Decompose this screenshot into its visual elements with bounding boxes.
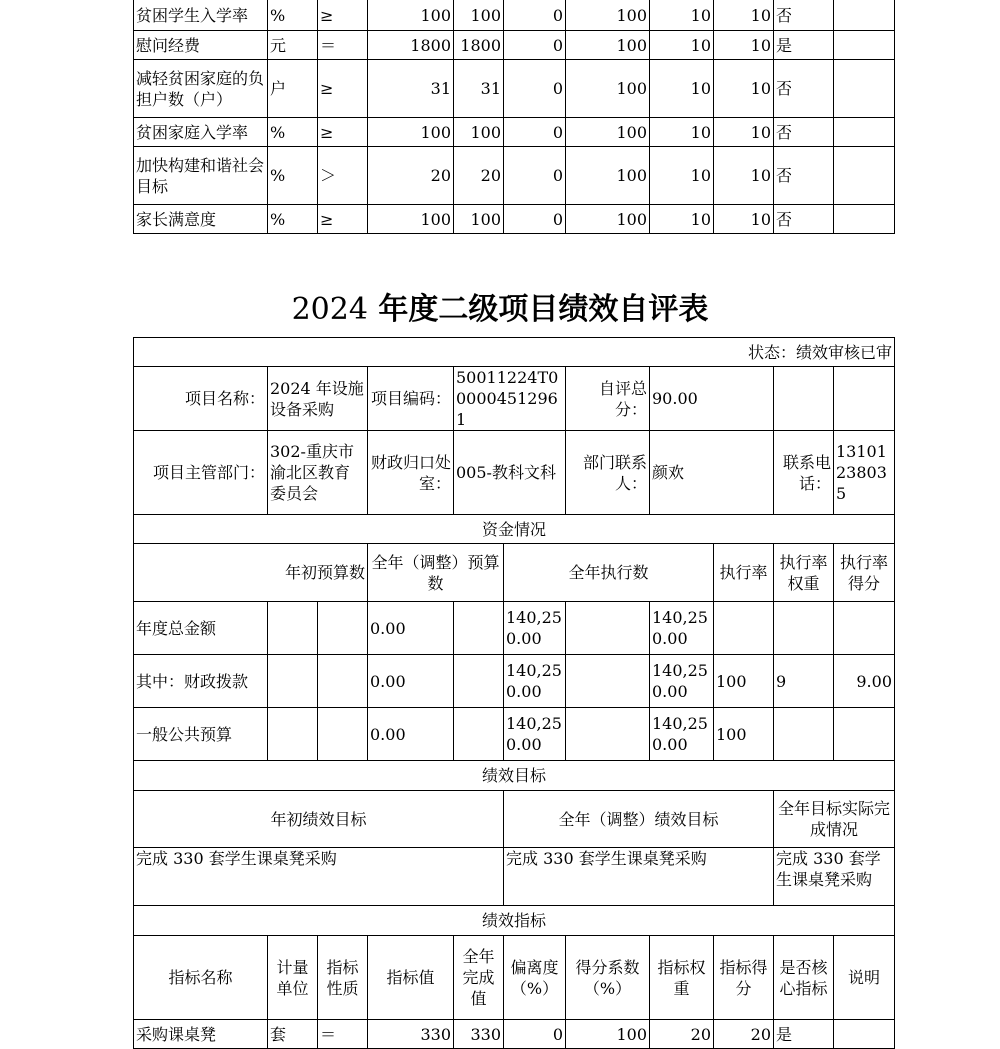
goals-header-initial: 年初绩效目标	[134, 791, 504, 848]
indicator-done: 1800	[454, 31, 504, 60]
indicator-unit: %	[268, 118, 318, 147]
indicator-core: 否	[774, 0, 834, 31]
indicator-note	[834, 1020, 895, 1049]
indicator-weight: 10	[650, 147, 714, 205]
indicator-score: 10	[714, 118, 774, 147]
goals-section-header: 绩效目标	[134, 761, 895, 791]
indicator-value: 100	[368, 205, 454, 234]
indicator-nature: ＞	[318, 147, 368, 205]
indicator-name: 贫困家庭入学率	[134, 118, 268, 147]
table-row	[134, 31, 895, 60]
indicator-value: 100	[368, 118, 454, 147]
indicator-core: 是	[774, 1020, 834, 1049]
indicator-coef: 100	[566, 1020, 650, 1049]
indicator-name: 加快构建和谐社会目标	[134, 147, 268, 205]
indicator-nature: ≥	[318, 60, 368, 118]
funds-initial: 0.00	[368, 655, 454, 708]
funds-adjusted: 140,250.00	[504, 655, 566, 708]
funds-header-rate: 执行率	[714, 544, 774, 602]
funds-header-executed: 全年执行数	[504, 544, 714, 602]
funds-row-label: 其中：财政拨款	[134, 655, 268, 708]
indicator-core: 否	[774, 205, 834, 234]
funds-rate: 100	[714, 655, 774, 708]
office-label: 财政归口处室：	[368, 431, 454, 515]
funds-empty-cell	[454, 655, 504, 708]
indicator-note	[834, 205, 895, 234]
funds-executed: 140,250.00	[650, 655, 714, 708]
funds-empty-cell	[268, 655, 318, 708]
indicator-weight: 10	[650, 60, 714, 118]
funds-executed: 140,250.00	[650, 708, 714, 761]
table-row	[134, 205, 895, 234]
contact-label: 部门联系人：	[566, 431, 650, 515]
indicator-score: 10	[714, 205, 774, 234]
indicator-unit: %	[268, 147, 318, 205]
funds-rate: 100	[714, 708, 774, 761]
goals-actual-text: 完成 330 套学生课桌凳采购	[774, 848, 895, 906]
funds-rate-weight: 9	[774, 655, 834, 708]
funds-row	[134, 708, 895, 761]
funds-header-rate-score: 执行率得分	[834, 544, 895, 602]
ind-header-name: 指标名称	[134, 936, 268, 1020]
goals-initial-text: 完成 330 套学生课桌凳采购	[134, 848, 504, 906]
indicator-weight: 10	[650, 31, 714, 60]
funds-header-adjusted: 全年（调整）预算数	[368, 544, 504, 602]
indicator-value: 20	[368, 147, 454, 205]
indicator-name: 减轻贫困家庭的负担户数（户）	[134, 60, 268, 118]
indicator-done: 330	[454, 1020, 504, 1049]
funds-empty-cell	[454, 602, 504, 655]
ind-header-unit: 计量单位	[268, 936, 318, 1020]
indicator-done: 100	[454, 0, 504, 31]
contact-value: 颜欢	[650, 431, 774, 515]
indicator-coef: 100	[566, 147, 650, 205]
funds-initial: 0.00	[368, 602, 454, 655]
indicator-coef: 100	[566, 60, 650, 118]
indicator-core: 否	[774, 147, 834, 205]
indicator-nature: ≥	[318, 118, 368, 147]
page-title: 2024 年度二级项目绩效自评表	[291, 292, 709, 327]
project-code: 50011224T000004512961	[454, 367, 566, 431]
ind-header-value: 指标值	[368, 936, 454, 1020]
indicator-coef: 100	[566, 0, 650, 31]
ind-header-done: 全年完成值	[454, 936, 504, 1020]
indicator-name: 贫困学生入学率	[134, 0, 268, 31]
indicator-note	[834, 147, 895, 205]
indicator-nature: ＝	[318, 1020, 368, 1049]
indicator-core: 否	[774, 118, 834, 147]
funds-row-label: 年度总金额	[134, 602, 268, 655]
indicator-name: 家长满意度	[134, 205, 268, 234]
table-row	[134, 118, 895, 147]
project-code-label: 项目编码：	[368, 367, 454, 431]
indicator-unit: %	[268, 205, 318, 234]
indicator-nature: ≥	[318, 205, 368, 234]
indicator-value: 31	[368, 60, 454, 118]
indicator-done: 100	[454, 205, 504, 234]
indicator-deviation: 0	[504, 60, 566, 118]
funds-initial: 0.00	[368, 708, 454, 761]
indicator-weight: 10	[650, 205, 714, 234]
office-value: 005-教科文科	[454, 431, 566, 515]
indicator-weight: 10	[650, 118, 714, 147]
funds-empty-cell	[454, 708, 504, 761]
indicator-value: 330	[368, 1020, 454, 1049]
table-row	[134, 0, 895, 31]
indicator-name: 慰问经费	[134, 31, 268, 60]
funds-empty-cell	[318, 655, 368, 708]
phone-label: 联系电话：	[774, 431, 834, 515]
ind-header-core: 是否核心指标	[774, 936, 834, 1020]
funds-header-rate-weight: 执行率权重	[774, 544, 834, 602]
indicator-unit: 套	[268, 1020, 318, 1049]
funds-rate	[714, 602, 774, 655]
indicator-deviation: 0	[504, 0, 566, 31]
table-row	[134, 147, 895, 205]
indicator-coef: 100	[566, 205, 650, 234]
goals-header-adjusted: 全年（调整）绩效目标	[504, 791, 774, 848]
funds-empty-cell	[566, 708, 650, 761]
indicator-done: 20	[454, 147, 504, 205]
goals-header-actual: 全年目标实际完成情况	[774, 791, 895, 848]
funds-rate-weight	[774, 602, 834, 655]
indicator-unit: 户	[268, 60, 318, 118]
table-row	[134, 60, 895, 118]
indicator-score: 10	[714, 147, 774, 205]
indicator-name: 采购课桌凳	[134, 1020, 268, 1049]
indicator-weight: 20	[650, 1020, 714, 1049]
ind-header-weight: 指标权重	[650, 936, 714, 1020]
indicator-core: 是	[774, 31, 834, 60]
ind-header-score: 指标得分	[714, 936, 774, 1020]
indicator-value: 100	[368, 0, 454, 31]
funds-empty-cell	[268, 708, 318, 761]
indicator-core: 否	[774, 60, 834, 118]
funds-adjusted: 140,250.00	[504, 602, 566, 655]
indicator-value: 1800	[368, 31, 454, 60]
indicator-deviation: 0	[504, 205, 566, 234]
project-name: 2024 年设施设备采购	[268, 367, 368, 431]
funds-rate-weight	[774, 708, 834, 761]
dept-label: 项目主管部门：	[134, 431, 268, 515]
indicator-score: 20	[714, 1020, 774, 1049]
indicator-done: 100	[454, 118, 504, 147]
indicator-coef: 100	[566, 31, 650, 60]
funds-empty-cell	[268, 602, 318, 655]
indicator-done: 31	[454, 60, 504, 118]
ind-header-nature: 指标性质	[318, 936, 368, 1020]
indicator-note	[834, 31, 895, 60]
indicator-deviation: 0	[504, 31, 566, 60]
goals-adjusted-text: 完成 330 套学生课桌凳采购	[504, 848, 774, 906]
indicator-score: 10	[714, 31, 774, 60]
project-name-label: 项目名称：	[134, 367, 268, 431]
self-score: 90.00	[650, 367, 774, 431]
indicator-table-continued	[133, 0, 895, 234]
ind-header-coef: 得分系数（%）	[566, 936, 650, 1020]
indicator-nature: ≥	[318, 0, 368, 31]
indicator-note	[834, 118, 895, 147]
status-text: 状态：绩效审核已审	[134, 338, 895, 367]
funds-rate-score: 9.00	[834, 655, 895, 708]
indicator-nature: ＝	[318, 31, 368, 60]
table-row	[134, 1020, 895, 1049]
self-evaluation-table	[133, 337, 895, 1049]
indicator-unit: 元	[268, 31, 318, 60]
indicator-score: 10	[714, 60, 774, 118]
funds-executed: 140,250.00	[650, 602, 714, 655]
funds-empty-cell	[318, 602, 368, 655]
indicator-deviation: 0	[504, 118, 566, 147]
funds-adjusted: 140,250.00	[504, 708, 566, 761]
phone-value: 13101238035	[834, 431, 895, 515]
funds-rate-score	[834, 708, 895, 761]
funds-empty-cell	[318, 708, 368, 761]
funds-header-initial: 年初预算数	[134, 544, 368, 602]
indicator-note	[834, 60, 895, 118]
indicator-unit: %	[268, 0, 318, 31]
indicator-deviation: 0	[504, 147, 566, 205]
indicator-score: 10	[714, 0, 774, 31]
dept-value: 302-重庆市渝北区教育委员会	[268, 431, 368, 515]
indicator-weight: 10	[650, 0, 714, 31]
ind-header-note: 说明	[834, 936, 895, 1020]
funds-empty-cell	[566, 655, 650, 708]
funds-row	[134, 602, 895, 655]
funds-rate-score	[834, 602, 895, 655]
funds-section-header: 资金情况	[134, 515, 895, 544]
indicator-coef: 100	[566, 118, 650, 147]
funds-row	[134, 655, 895, 708]
funds-row-label: 一般公共预算	[134, 708, 268, 761]
indicator-deviation: 0	[504, 1020, 566, 1049]
indicator-note	[834, 0, 895, 31]
indicators-section-header: 绩效指标	[134, 906, 895, 936]
self-score-label: 自评总分：	[566, 367, 650, 431]
ind-header-deviation: 偏离度（%）	[504, 936, 566, 1020]
funds-empty-cell	[566, 602, 650, 655]
